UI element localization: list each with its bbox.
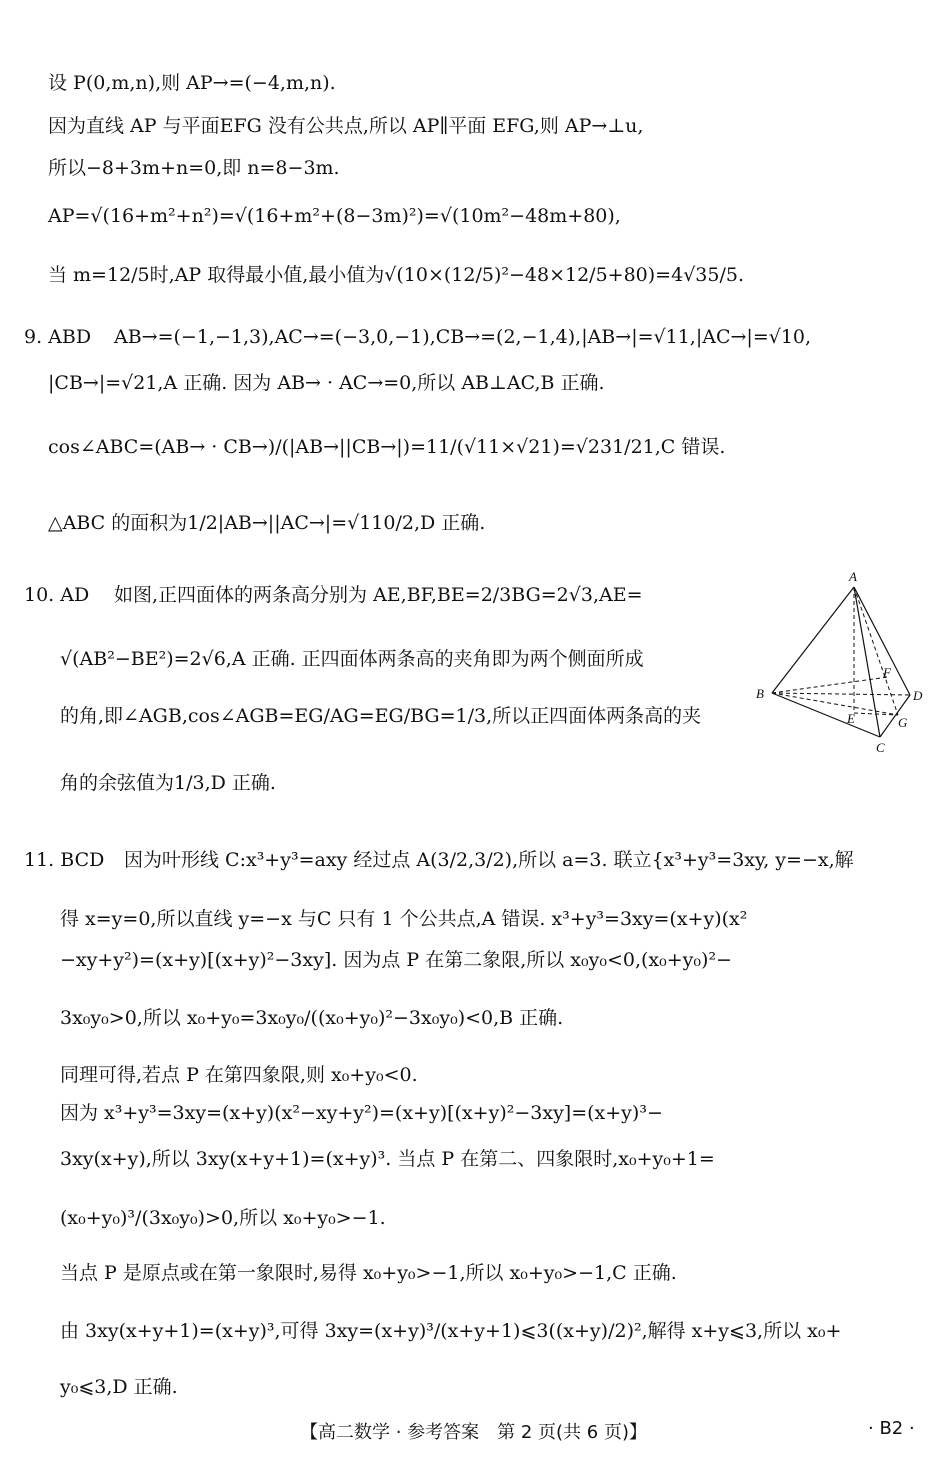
q10-line-1: 如图,正四面体的两条高分别为 AE,BF,BE=2/3BG=2√3,AE= xyxy=(114,584,643,606)
q11-line-6: 因为 x³+y³=3xy=(x+y)(x²−xy+y²)=(x+y)[(x+y)²−3xy]=(x+y)³− xyxy=(60,1102,663,1124)
s8-line-3: 所以−8+3m+n=0,即 n=8−3m. xyxy=(48,157,340,179)
s8-line-5: 当 m=12/5时,AP 取得最小值,最小值为√(10×(12/5)²−48×12/5+80)=4√35/5. xyxy=(48,264,745,286)
footer-code: · B2 · xyxy=(868,1418,915,1439)
q11-line-5: 同理可得,若点 P 在第四象限,则 x₀+y₀<0. xyxy=(60,1064,418,1086)
q11-line-11: y₀⩽3,D 正确. xyxy=(60,1376,178,1398)
label-d: D xyxy=(913,688,923,703)
label-b: B xyxy=(756,686,764,701)
q10-answer: 10. AD xyxy=(24,584,90,606)
q11-line-10: 由 3xy(x+y+1)=(x+y)³,可得 3xy=(x+y)³/(x+y+1)⩽3((x+y)/2)²,解得 x+y⩽3,所以 x₀+ xyxy=(60,1320,842,1342)
footer-title: 【高二数学 · 参考答案 第 2 页(共 6 页)】 xyxy=(300,1422,647,1443)
q11-line-4: 3x₀y₀>0,所以 x₀+y₀=3x₀y₀/((x₀+y₀)²−3x₀y₀)<0,B 正确. xyxy=(60,1007,564,1029)
s8-line-2: 因为直线 AP 与平面EFG 没有公共点,所以 AP∥平面 EFG,则 AP→⊥u, xyxy=(48,115,644,137)
q11-line-7: 3xy(x+y),所以 3xy(x+y+1)=(x+y)³. 当点 P 在第二、四象限时,x₀+y₀+1= xyxy=(60,1148,715,1170)
q9-line-2: |CB→|=√21,A 正确. 因为 AB→ · AC→=0,所以 AB⊥AC,B 正确. xyxy=(48,372,605,394)
q10-line-3: 的角,即∠AGB,cos∠AGB=EG/AG=EG/BG=1/3,所以正四面体两条高的夹 xyxy=(60,705,702,727)
q9-line-4: △ABC 的面积为1/2|AB→||AC→|=√110/2,D 正确. xyxy=(48,512,486,534)
q9-line-1: AB→=(−1,−1,3),AC→=(−3,0,−1),CB→=(2,−1,4),|AB→|=√11,|AC→|=√10, xyxy=(114,326,812,348)
s8-line-4: AP=√(16+m²+n²)=√(16+m²+(8−3m)²)=√(10m²−48m+80), xyxy=(48,205,621,227)
q11-answer: 11. BCD xyxy=(24,849,105,871)
q9-answer: 9. ABD xyxy=(24,326,92,348)
label-f: F xyxy=(883,665,891,680)
q10-line-2: √(AB²−BE²)=2√6,A 正确. 正四面体两条高的夹角即为两个侧面所成 xyxy=(60,648,644,670)
q11-line-2: 得 x=y=0,所以直线 y=−x 与C 只有 1 个公共点,A 错误. x³+y³=3xy=(x+y)(x² xyxy=(60,908,748,930)
q11-line-8: (x₀+y₀)³/(3x₀y₀)>0,所以 x₀+y₀>−1. xyxy=(60,1207,386,1229)
q11-line-1: 因为叶形线 C:x³+y³=axy 经过点 A(3/2,3/2),所以 a=3. 联立{x³+y³=3xy, y=−x,解 xyxy=(124,849,854,871)
label-c: C xyxy=(876,740,885,755)
q11-line-3: −xy+y²)=(x+y)[(x+y)²−3xy]. 因为点 P 在第二象限,所以 x₀y₀<0,(x₀+y₀)²− xyxy=(60,949,732,971)
s8-line-1: 设 P(0,m,n),则 AP→=(−4,m,n). xyxy=(48,72,336,94)
q10-line-4: 角的余弦值为1/3,D 正确. xyxy=(60,772,276,794)
label-g: G xyxy=(898,715,908,730)
q11-line-9: 当点 P 是原点或在第一象限时,易得 x₀+y₀>−1,所以 x₀+y₀>−1,C 正确. xyxy=(60,1262,677,1284)
label-e: E xyxy=(847,711,855,726)
tetrahedron-figure xyxy=(750,565,940,760)
q9-line-3: cos∠ABC=(AB→ · CB→)/(|AB→||CB→|)=11/(√11×√21)=√231/21,C 错误. xyxy=(48,436,726,458)
label-a: A xyxy=(849,569,857,584)
